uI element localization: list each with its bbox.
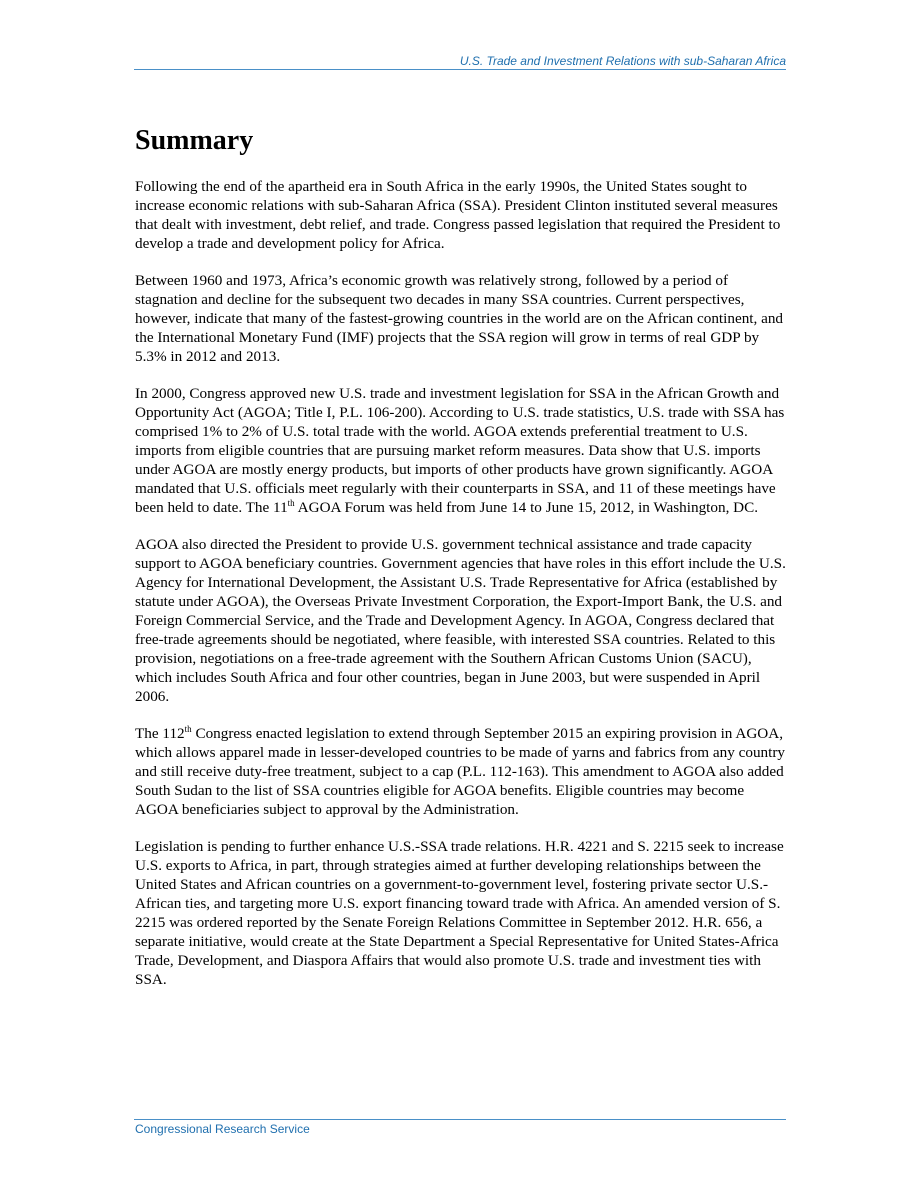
summary-paragraph-2: Between 1960 and 1973, Africa’s economic growth was relatively strong, followed by a period of stagnation and decline for the subsequent two decades in many SSA countries. Current perspectives, however, indicate that many of the fastest-growing countries in the world are on the African continent, and the International Monetary Fund (IMF) projects that the SSA region will grow in terms of real GDP by 5.3% in 2012 and 2013. <box>135 272 784 365</box>
paragraph-5-text-start: The 112 <box>135 725 185 742</box>
footer-divider <box>134 1119 786 1120</box>
ordinal-superscript: th <box>184 723 192 734</box>
paragraph-3-text-end: AGOA Forum was held from June 14 to June 15, 2012, in Washington, DC. <box>294 499 759 516</box>
summary-paragraph-4: AGOA also directed the President to provide U.S. government technical assistance and trade capacity support to AGOA beneficiary countries. Government agencies that have roles in this effort include the U.S. Agency for International Development, the Assistant U.S. Trade Representative for Africa (established by statute under AGOA), the Overseas Private Investment Corporation, the Export-Import Bank, the U.S. and Foreign Commercial Service, and the Trade and Development Agency. In AGOA, Congress declared that free-trade agreements should be negotiated, where feasible, with interested SSA countries. Related to this provision, negotiations on a free-trade agreement with the Southern African Customs Union (SACU), which includes South Africa and four other countries, began in June 2003, but were suspended in April 2006. <box>135 536 786 705</box>
running-header-title: U.S. Trade and Investment Relations with sub-Saharan Africa <box>459 54 786 68</box>
paragraph-5-text-end: Congress enacted legislation to extend through September 2015 an expiring provision in AGOA, which allows apparel made in lesser-developed countries to be made of yarns and fabrics from any country and still receive duty-free treatment, subject to a cap (P.L. 112-163). This amendment to AGOA also added South Sudan to the list of SSA countries eligible for AGOA benefits. Eligible countries may become AGOA beneficiaries subject to approval by the Administration. <box>135 725 785 818</box>
header-divider <box>134 69 786 70</box>
summary-body <box>135 177 787 1007</box>
page-title: Summary <box>135 125 254 156</box>
ordinal-superscript: th <box>287 497 295 508</box>
summary-paragraph-6: Legislation is pending to further enhance U.S.-SSA trade relations. H.R. 4221 and S. 2215 seek to increase U.S. exports to Africa, in part, through strategies aimed at further developing relationships between the United States and African countries on a government-to-government level, fostering private sector U.S.-African ties, and targeting more U.S. export financing toward trade with Africa. An amended version of S. 2215 was ordered reported by the Senate Foreign Relations Committee in September 2012. H.R. 656, a separate initiative, would create at the State Department a Special Representative for United States-Africa Trade, Development, and Diaspora Affairs that would also promote U.S. trade and investment ties with SSA. <box>135 838 784 988</box>
summary-paragraph-3 <box>135 384 787 517</box>
summary-paragraph-5 <box>135 724 787 819</box>
footer-source: Congressional Research Service <box>135 1122 310 1136</box>
summary-paragraph-1: Following the end of the apartheid era in South Africa in the early 1990s, the United States sought to increase economic relations with sub-Saharan Africa (SSA). President Clinton instituted several measures that dealt with investment, debt relief, and trade. Congress passed legislation that required the President to develop a trade and development policy for Africa. <box>135 178 781 252</box>
paragraph-3-text-start: In 2000, Congress approved new U.S. trade and investment legislation for SSA in the African Growth and Opportunity Act (AGOA; Title I, P.L. 106-200). According to U.S. trade statistics, U.S. trade with SSA has comprised 1% to 2% of U.S. total trade with the world. AGOA extends preferential treatment to U.S. imports from eligible countries that are pursuing market reform measures. Data show that U.S. imports under AGOA are mostly energy products, but imports of other products have grown significantly. AGOA mandated that U.S. officials meet regularly with their counterparts in SSA, and 11 of these meetings have been held to date. The 11 <box>135 385 785 516</box>
